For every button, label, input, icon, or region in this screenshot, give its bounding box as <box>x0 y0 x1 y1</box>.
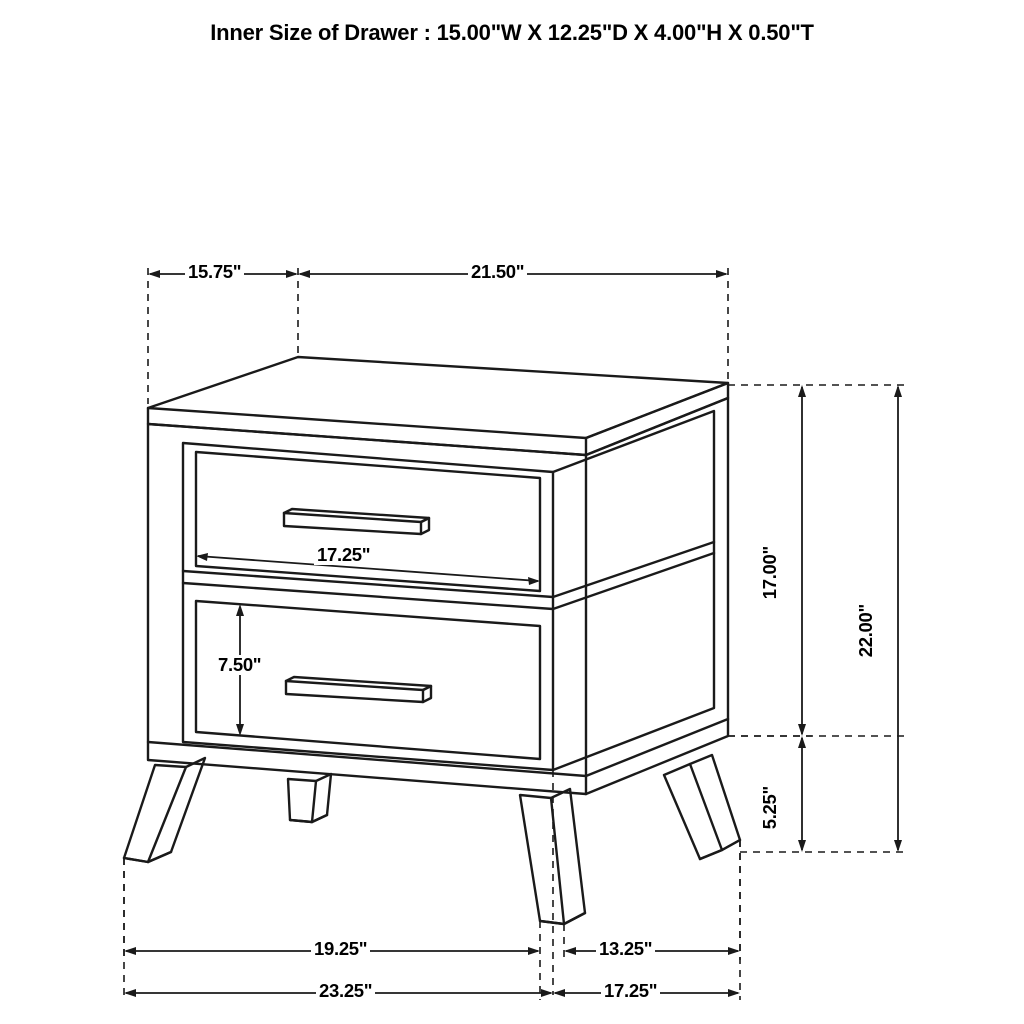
side-face <box>586 398 728 794</box>
back-right-leg <box>664 755 740 859</box>
dim-label-side-base-depth: 13.25" <box>596 939 655 959</box>
page-title: Inner Size of Drawer : 15.00"W X 12.25"D X 4.00"H X 0.50"T <box>210 20 814 45</box>
front-left-leg <box>124 758 205 862</box>
upper-drawer-front <box>196 452 540 591</box>
lower-drawer-front <box>196 601 540 759</box>
top-surface <box>148 357 728 438</box>
upper-drawer-handle <box>284 509 429 534</box>
dim-label-overall-depth: 17.25" <box>601 981 660 1001</box>
dim-label-overall-width: 23.25" <box>316 981 375 1001</box>
dim-label-front-base-width: 19.25" <box>311 939 370 959</box>
dim-label-leg-height: 5.25" <box>760 783 780 832</box>
dim-label-top-width: 21.50" <box>468 262 527 282</box>
extension-lines <box>124 268 906 1000</box>
dim-label-overall-height: 22.00" <box>856 601 876 660</box>
dim-label-cabinet-height: 17.00" <box>760 543 780 602</box>
center-rear-leg <box>288 774 331 822</box>
dim-label-upper-drawer-width: 17.25" <box>314 545 373 565</box>
dim-label-top-depth: 15.75" <box>185 262 244 282</box>
lower-drawer-handle <box>286 677 431 702</box>
front-face <box>148 424 586 794</box>
dim-label-lower-drawer-height: 7.50" <box>215 655 264 675</box>
